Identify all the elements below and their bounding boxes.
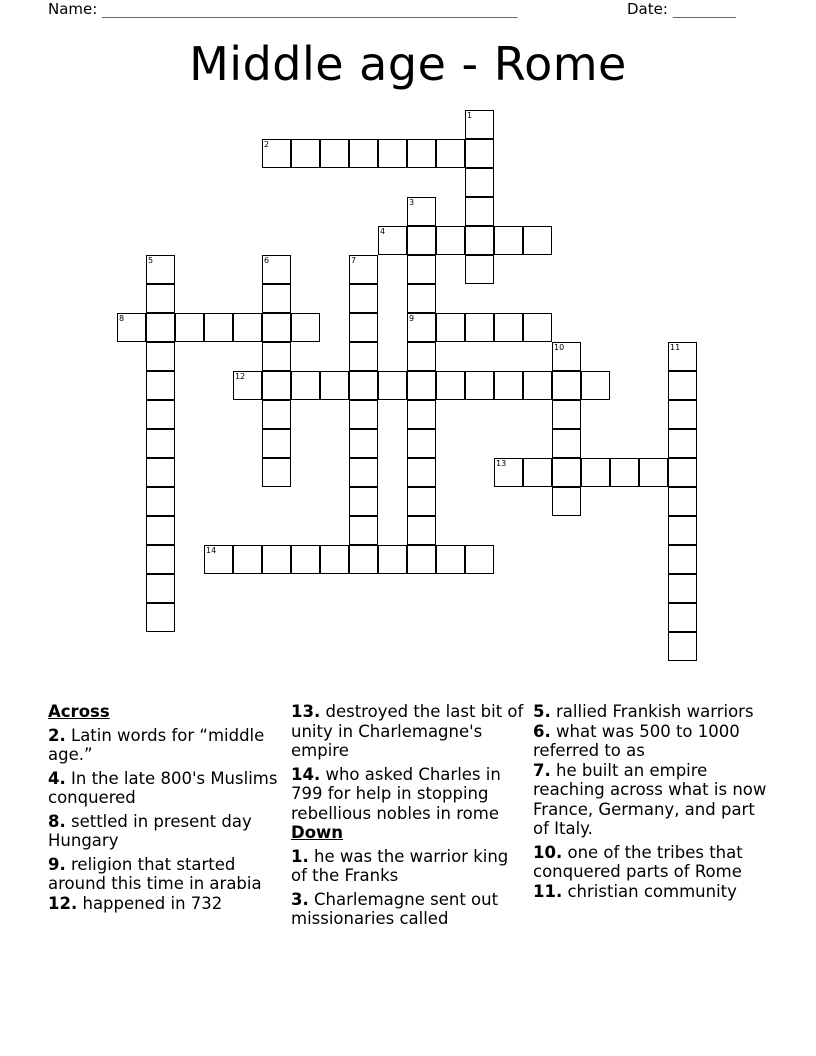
cell-number: 13 bbox=[496, 459, 507, 468]
grid-cell[interactable] bbox=[349, 487, 378, 516]
clue-across-14 bbox=[291, 765, 529, 824]
grid-cell[interactable] bbox=[146, 429, 175, 458]
grid-cell[interactable] bbox=[349, 400, 378, 429]
clue-number: 8. bbox=[48, 811, 66, 831]
cell-number: 2 bbox=[264, 140, 270, 149]
grid-cell[interactable] bbox=[668, 458, 697, 487]
grid-cell[interactable] bbox=[465, 197, 494, 226]
grid-cell[interactable] bbox=[465, 545, 494, 574]
grid-cell[interactable] bbox=[146, 371, 175, 400]
grid-cell[interactable] bbox=[262, 400, 291, 429]
clue-text: religion that started around this time in arabia bbox=[48, 854, 262, 893]
grid-cell[interactable] bbox=[204, 313, 233, 342]
grid-cell[interactable] bbox=[494, 226, 523, 255]
grid-cell[interactable] bbox=[465, 168, 494, 197]
clue-text: he built an empire reaching across what is now France, Germany, and part of Italy. bbox=[533, 760, 767, 838]
clue-across-12 bbox=[48, 894, 288, 914]
grid-cell[interactable] bbox=[465, 226, 494, 255]
clues-column-2 bbox=[291, 702, 529, 933]
date-blank-line[interactable]: _______ bbox=[672, 0, 736, 18]
grid-cell[interactable] bbox=[407, 400, 436, 429]
grid-cell[interactable] bbox=[146, 603, 175, 632]
grid-cell[interactable] bbox=[349, 371, 378, 400]
date-label: Date: bbox=[627, 0, 668, 18]
grid-cell[interactable] bbox=[407, 371, 436, 400]
grid-cell[interactable] bbox=[668, 429, 697, 458]
clue-number: 10. bbox=[533, 842, 563, 862]
cell-number: 7 bbox=[351, 256, 357, 265]
grid-cell[interactable] bbox=[175, 313, 204, 342]
grid-cell[interactable] bbox=[291, 139, 320, 168]
grid-cell[interactable] bbox=[552, 371, 581, 400]
clue-text: who asked Charles in 799 for help in stopping rebellious nobles in rome bbox=[291, 764, 501, 823]
grid-cell[interactable] bbox=[262, 429, 291, 458]
grid-cell[interactable] bbox=[349, 545, 378, 574]
grid-cell[interactable] bbox=[320, 371, 349, 400]
grid-cell[interactable] bbox=[523, 458, 552, 487]
grid-cell[interactable] bbox=[436, 545, 465, 574]
grid-cell[interactable] bbox=[262, 284, 291, 313]
grid-cell[interactable] bbox=[349, 255, 378, 284]
grid-cell[interactable] bbox=[146, 400, 175, 429]
grid-cell[interactable] bbox=[552, 429, 581, 458]
grid-cell[interactable] bbox=[146, 313, 175, 342]
grid-cell[interactable] bbox=[407, 342, 436, 371]
grid-cell[interactable] bbox=[262, 545, 291, 574]
grid-cell[interactable] bbox=[262, 139, 291, 168]
grid-cell[interactable] bbox=[465, 371, 494, 400]
cell-number: 12 bbox=[235, 372, 246, 381]
grid-cell[interactable] bbox=[668, 342, 697, 371]
grid-cell[interactable] bbox=[668, 603, 697, 632]
grid-cell[interactable] bbox=[349, 516, 378, 545]
clue-text: In the late 800's Muslims conquered bbox=[48, 768, 278, 807]
grid-cell[interactable] bbox=[465, 255, 494, 284]
grid-cell[interactable] bbox=[349, 284, 378, 313]
clue-text: Charlemagne sent out missionaries called bbox=[291, 889, 499, 928]
page-title: Middle age - Rome bbox=[189, 37, 627, 91]
clue-text: settled in present day Hungary bbox=[48, 811, 252, 850]
grid-cell[interactable] bbox=[407, 313, 436, 342]
clue-number: 13. bbox=[291, 702, 321, 721]
grid-cell[interactable] bbox=[204, 545, 233, 574]
grid-cell[interactable] bbox=[407, 516, 436, 545]
grid-cell[interactable] bbox=[146, 284, 175, 313]
clue-number: 9. bbox=[48, 854, 66, 874]
grid-cell[interactable] bbox=[668, 545, 697, 574]
grid-cell[interactable] bbox=[523, 226, 552, 255]
clue-text: Latin words for “middle age.” bbox=[48, 725, 265, 764]
grid-cell[interactable] bbox=[262, 371, 291, 400]
cell-number: 9 bbox=[409, 314, 415, 323]
across-heading: Across bbox=[48, 702, 110, 721]
name-label: Name: bbox=[48, 0, 98, 18]
grid-cell[interactable] bbox=[668, 400, 697, 429]
grid-cell[interactable] bbox=[581, 458, 610, 487]
grid-cell[interactable] bbox=[262, 458, 291, 487]
grid-cell[interactable] bbox=[436, 313, 465, 342]
clue-across-2 bbox=[48, 726, 288, 765]
grid-cell[interactable] bbox=[407, 458, 436, 487]
clue-down-10 bbox=[533, 843, 773, 882]
grid-cell[interactable] bbox=[523, 371, 552, 400]
clue-text: christian community bbox=[567, 881, 737, 901]
clue-across-4 bbox=[48, 769, 288, 808]
clue-number: 2. bbox=[48, 725, 66, 745]
grid-cell[interactable] bbox=[320, 139, 349, 168]
grid-cell[interactable] bbox=[233, 313, 262, 342]
grid-cell[interactable] bbox=[378, 371, 407, 400]
cell-number: 11 bbox=[670, 343, 681, 352]
clue-number: 14. bbox=[291, 764, 321, 784]
grid-cell[interactable] bbox=[407, 255, 436, 284]
clue-number: 6. bbox=[533, 721, 551, 741]
grid-cell[interactable] bbox=[146, 574, 175, 603]
grid-cell[interactable] bbox=[291, 313, 320, 342]
grid-cell[interactable] bbox=[407, 284, 436, 313]
clue-number: 12. bbox=[48, 893, 78, 913]
cell-number: 3 bbox=[409, 198, 415, 207]
grid-cell[interactable] bbox=[262, 313, 291, 342]
grid-cell[interactable] bbox=[233, 545, 262, 574]
grid-cell[interactable] bbox=[146, 255, 175, 284]
grid-cell[interactable] bbox=[668, 371, 697, 400]
grid-cell[interactable] bbox=[552, 342, 581, 371]
grid-cell[interactable] bbox=[320, 545, 349, 574]
clue-down-7 bbox=[533, 761, 773, 839]
grid-cell[interactable] bbox=[407, 487, 436, 516]
grid-cell[interactable] bbox=[407, 429, 436, 458]
grid-cell[interactable] bbox=[465, 139, 494, 168]
clue-number: 5. bbox=[533, 702, 551, 721]
grid-cell[interactable] bbox=[494, 313, 523, 342]
clue-down-1 bbox=[291, 847, 529, 886]
cell-number: 1 bbox=[467, 111, 473, 120]
grid-cell[interactable] bbox=[146, 342, 175, 371]
cell-number: 4 bbox=[380, 227, 386, 236]
clue-across-9 bbox=[48, 855, 288, 894]
grid-cell[interactable] bbox=[668, 516, 697, 545]
grid-cell[interactable] bbox=[494, 371, 523, 400]
grid-cell[interactable] bbox=[146, 545, 175, 574]
clue-number: 1. bbox=[291, 846, 309, 866]
clue-number: 11. bbox=[533, 881, 563, 901]
grid-cell[interactable] bbox=[581, 371, 610, 400]
grid-cell[interactable] bbox=[436, 139, 465, 168]
grid-cell[interactable] bbox=[523, 313, 552, 342]
clue-across-8 bbox=[48, 812, 288, 851]
grid-cell[interactable] bbox=[639, 458, 668, 487]
grid-cell[interactable] bbox=[407, 139, 436, 168]
name-blank-line[interactable]: ______________________________________________ bbox=[102, 0, 518, 18]
clue-across-13 bbox=[291, 702, 529, 761]
grid-cell[interactable] bbox=[262, 255, 291, 284]
grid-cell[interactable] bbox=[494, 458, 523, 487]
grid-cell[interactable] bbox=[465, 110, 494, 139]
clue-text: he was the warrior king of the Franks bbox=[291, 846, 509, 885]
cell-number: 5 bbox=[148, 256, 154, 265]
clue-down-11 bbox=[533, 882, 773, 902]
grid-cell[interactable] bbox=[349, 313, 378, 342]
grid-cell[interactable] bbox=[436, 371, 465, 400]
grid-cell[interactable] bbox=[117, 313, 146, 342]
clue-number: 7. bbox=[533, 760, 551, 780]
grid-cell[interactable] bbox=[668, 574, 697, 603]
grid-cell[interactable] bbox=[349, 429, 378, 458]
clue-text: rallied Frankish warriors bbox=[556, 702, 754, 721]
grid-cell[interactable] bbox=[146, 487, 175, 516]
grid-cell[interactable] bbox=[552, 458, 581, 487]
grid-cell[interactable] bbox=[407, 226, 436, 255]
cell-number: 10 bbox=[554, 343, 565, 352]
down-heading: Down bbox=[291, 823, 344, 842]
clue-number: 4. bbox=[48, 768, 66, 788]
grid-cell[interactable] bbox=[349, 139, 378, 168]
grid-cell[interactable] bbox=[465, 313, 494, 342]
clue-text: one of the tribes that conquered parts of Rome bbox=[533, 842, 743, 881]
grid-cell[interactable] bbox=[291, 371, 320, 400]
clue-down-3 bbox=[291, 890, 529, 929]
grid-cell[interactable] bbox=[233, 371, 262, 400]
grid-cell[interactable] bbox=[349, 342, 378, 371]
grid-cell[interactable] bbox=[407, 545, 436, 574]
clue-text: destroyed the last bit of unity in Charlemagne's empire bbox=[291, 702, 524, 760]
grid-cell[interactable] bbox=[378, 139, 407, 168]
grid-cell[interactable] bbox=[146, 458, 175, 487]
cell-number: 14 bbox=[206, 546, 217, 555]
clue-down-5 bbox=[533, 702, 773, 722]
grid-cell[interactable] bbox=[552, 400, 581, 429]
clues-column-1 bbox=[48, 702, 288, 917]
grid-cell[interactable] bbox=[262, 342, 291, 371]
grid-cell[interactable] bbox=[668, 487, 697, 516]
grid-cell[interactable] bbox=[349, 458, 378, 487]
grid-cell[interactable] bbox=[552, 487, 581, 516]
grid-cell[interactable] bbox=[291, 545, 320, 574]
cell-number: 6 bbox=[264, 256, 270, 265]
grid-cell[interactable] bbox=[378, 226, 407, 255]
grid-cell[interactable] bbox=[436, 226, 465, 255]
grid-cell[interactable] bbox=[610, 458, 639, 487]
grid-cell[interactable] bbox=[668, 632, 697, 661]
clue-text: what was 500 to 1000 referred to as bbox=[533, 721, 740, 760]
clues-column-3 bbox=[533, 702, 773, 905]
grid-cell[interactable] bbox=[407, 197, 436, 226]
clue-down-6 bbox=[533, 722, 773, 761]
grid-cell[interactable] bbox=[146, 516, 175, 545]
clue-text: happened in 732 bbox=[82, 893, 223, 913]
clue-number: 3. bbox=[291, 889, 309, 909]
grid-cell[interactable] bbox=[378, 545, 407, 574]
cell-number: 8 bbox=[119, 314, 125, 323]
